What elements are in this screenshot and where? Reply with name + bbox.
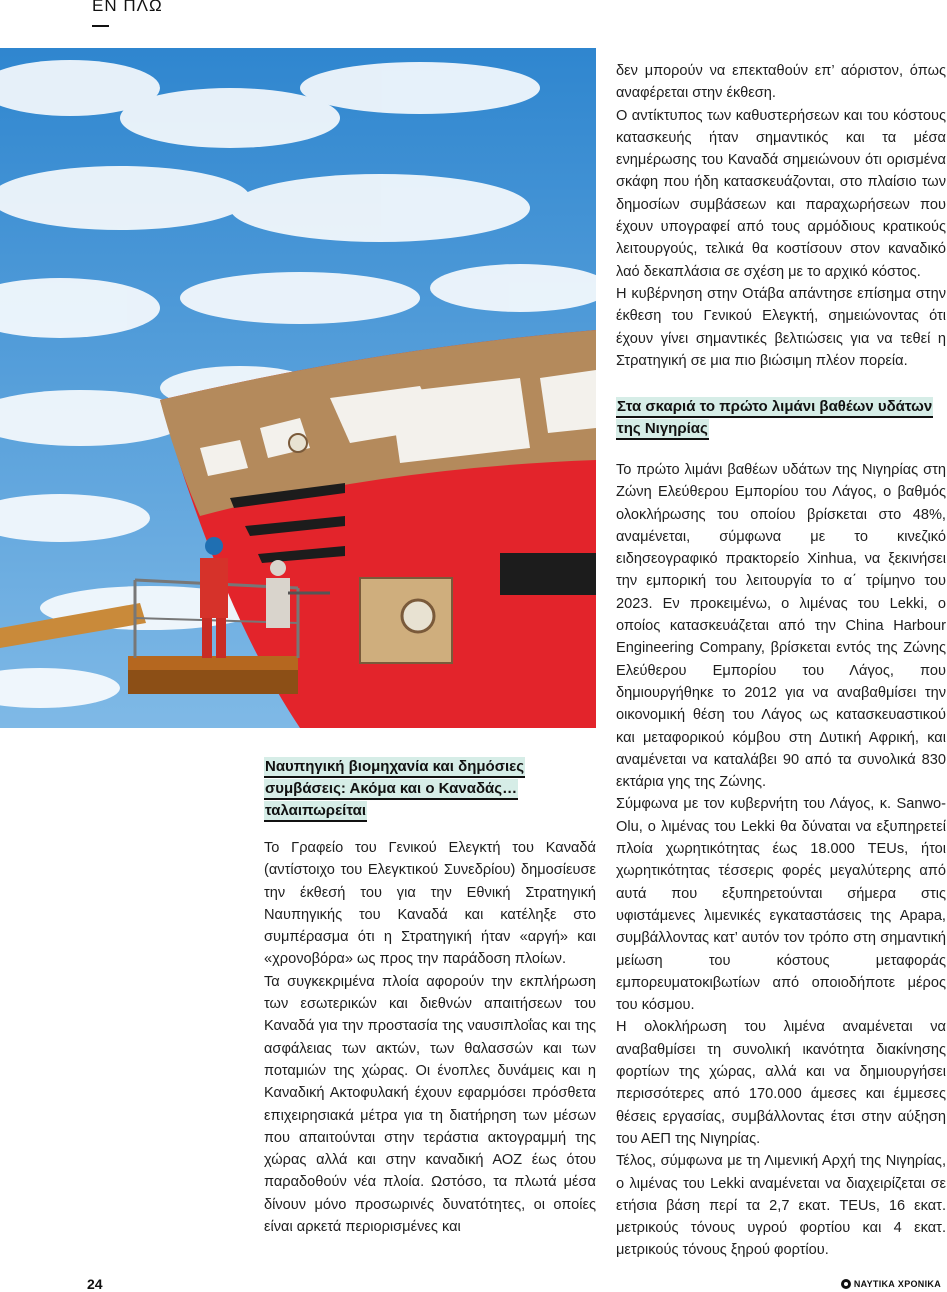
page-number: 24 — [87, 1276, 103, 1292]
section-label: ΕΝ ΠΛΩ — [92, 0, 163, 15]
paragraph: Ο αντίκτυπος των καθυστερήσεων και του κόστους κατασκευής ήταν σημαντικός και τα μέσα ενημέρωσης του Καναδά σημειώνουν ότι ορισμένα σκάφη που ήδη κατασκευάζονται, στο πλαίσιο των δημοσίων συμβάσεων και παραχωρήσεων που έχουν υπογραφεί από τους αρμόδιους κρατικούς λειτουργούς, τελικά θα κοστίσουν στον καναδικό λαό δεκαπλάσια σε σχέση με το αρχικό κόστος. — [616, 107, 946, 280]
article2-body — [616, 459, 946, 1262]
paragraph: Το πρώτο λιμάνι βαθέων υδάτων της Νιγηρίας στη Ζώνη Ελεύθερου Εμπορίου του Λάγος, ο βαθμός ολοκλήρωσης του οποίου βρίσκεται στο 48%, αναμένεται, σύμφωνα με το κινεζικό ειδησεογραφικό πρακτορείο Xinhua, να ξεκινήσει την εμπορική του λειτουργία το α΄ τρίμηνο του 2023. Εν προκειμένω, ο λιμένας του Lekki, ο οποίος κατασκευάζεται από την China Harbour Engineering Company, βρίσκεται εντός της Ζώνης Ελεύθερου Εμπορίου του Λάγος, που δημιουργήθηκε το 2012 για να αναβαθμίσει την οικονομική θέση του Λάγος ως κατασκευαστικού και μεταφορικού κόμβου στη Δυτική Αφρική, και αναμένεται να καταλάβει 90 από τα συνολικά 830 εκτάρια γης της Ζώνης. — [616, 462, 946, 791]
magazine-name — [841, 1279, 941, 1289]
paragraph: Η κυβέρνηση στην Οτάβα απάντησε επίσημα στην έκθεση του Γενικού Ελεγκτή, σημειώνοντας ότι έχουν γίνει σημαντικές βελτιώσεις για να τεθεί η Στρατηγική σε μια πιο βιώσιμη πλέον πορεία. — [616, 285, 946, 369]
article1-continuation — [616, 60, 946, 372]
article2-headline: Στα σκαριά το πρώτο λιμάνι βαθέων υδάτων της Νιγηρίας — [616, 396, 946, 440]
article1-body — [264, 837, 596, 1238]
paragraph: δεν μπορούν να επεκταθούν επ’ αόριστον, όπως αναφέρεται στην έκθεση. — [616, 63, 946, 102]
paragraph: Τα συγκεκριμένα πλοία αφορούν την εκπλήρωση των εσωτερικών και διεθνών απαιτήσεων του Καναδά για την προστασία της ναυσιπλοΐας και της ασφάλειας των ακτών, των θαλασσών και των ποταμιών της χώρας. Οι ένοπλες δυνάμεις και η Καναδική Ακτοφυλακή έχουν εφαρμόσει πρόσθετα επιχειρησιακά μέτρα για τη διατήρηση των μέσων που απαιτούνται στην τεράστια ακτογραμμή της χώρας αλλά και στην καναδική ΑΟΖ έως ότου παραδοθούν νέα πλοία. Ωστόσο, τα πλωτά μέσα δίνουν μόνο προσωρινές δυνατότητες, οι οποίες είναι αρκετά περιορισμένες και — [264, 973, 596, 1236]
paragraph: Σύμφωνα με τον κυβερνήτη του Λάγος, κ. Sanwo-Olu, ο λιμένας του Lekki θα δύναται να εξυπηρετεί πλοία χωρητικότητας έως 18.000 TEUs, ήτοι χωρητικότητας τέσσερις φορές μεγαλύτερης από αυτά που εξυπηρετούνται σήμερα στις υφιστάμενες λιμενικές εγκαταστάσεις της Apapa, συμβάλλοντας κατ’ αυτόν τον τρόπο στη σημαντική μείωση του κόστους μεταφοράς εμπορευματοκιβωτίων από οποιοδήποτε μέρος του κόσμου. — [616, 796, 946, 1014]
ship-bow-photo — [0, 48, 596, 728]
paragraph: Τέλος, σύμφωνα με τη Λιμενική Αρχή της Νιγηρίας, ο λιμένας του Lekki αναμένεται να διαχειρίζεται σε ετήσια βάση περί τα 2,7 εκατ. TEUs, 16 εκατ. μετρικούς τόνους υγρού φορτίου και 4 εκατ. μετρικούς τόνους ξηρού φορτίου. — [616, 1153, 946, 1259]
article1-headline: Ναυπηγική βιομηχανία και δημόσιες συμβάσεις: Ακόμα και ο Καναδάς… ταλαιπωρείται — [264, 756, 584, 822]
circle-logo-icon — [841, 1279, 851, 1289]
magazine-label: ΝΑΥΤΙΚΑ ΧΡΟΝΙΚΑ — [853, 1279, 941, 1289]
section-rule — [92, 25, 109, 27]
paragraph: Το Γραφείο του Γενικού Ελεγκτή του Καναδά (αντίστοιχο του Ελεγκτικού Συνεδρίου) δημοσίευσε την έκθεσή του για την Εθνική Στρατηγική Ναυπηγικής του Καναδά και κατέληξε στο συμπέρασμα ότι η Στρατηγική ήταν «αργή» και «χρονοβόρα» ως προς την παράδοση πλοίων. — [264, 840, 596, 968]
paragraph: Η ολοκλήρωση του λιμένα αναμένεται να αναβαθμίσει τη συνολική ικανότητα διακίνησης φορτίων της χώρας, αλλά και να δημιουργήσει περισσότερες από 170.000 άμεσες και έμμεσες θέσεις εργασίας, συμβάλλοντας έτσι στην αύξηση του ΑΕΠ της Νιγηρίας. — [616, 1019, 946, 1147]
